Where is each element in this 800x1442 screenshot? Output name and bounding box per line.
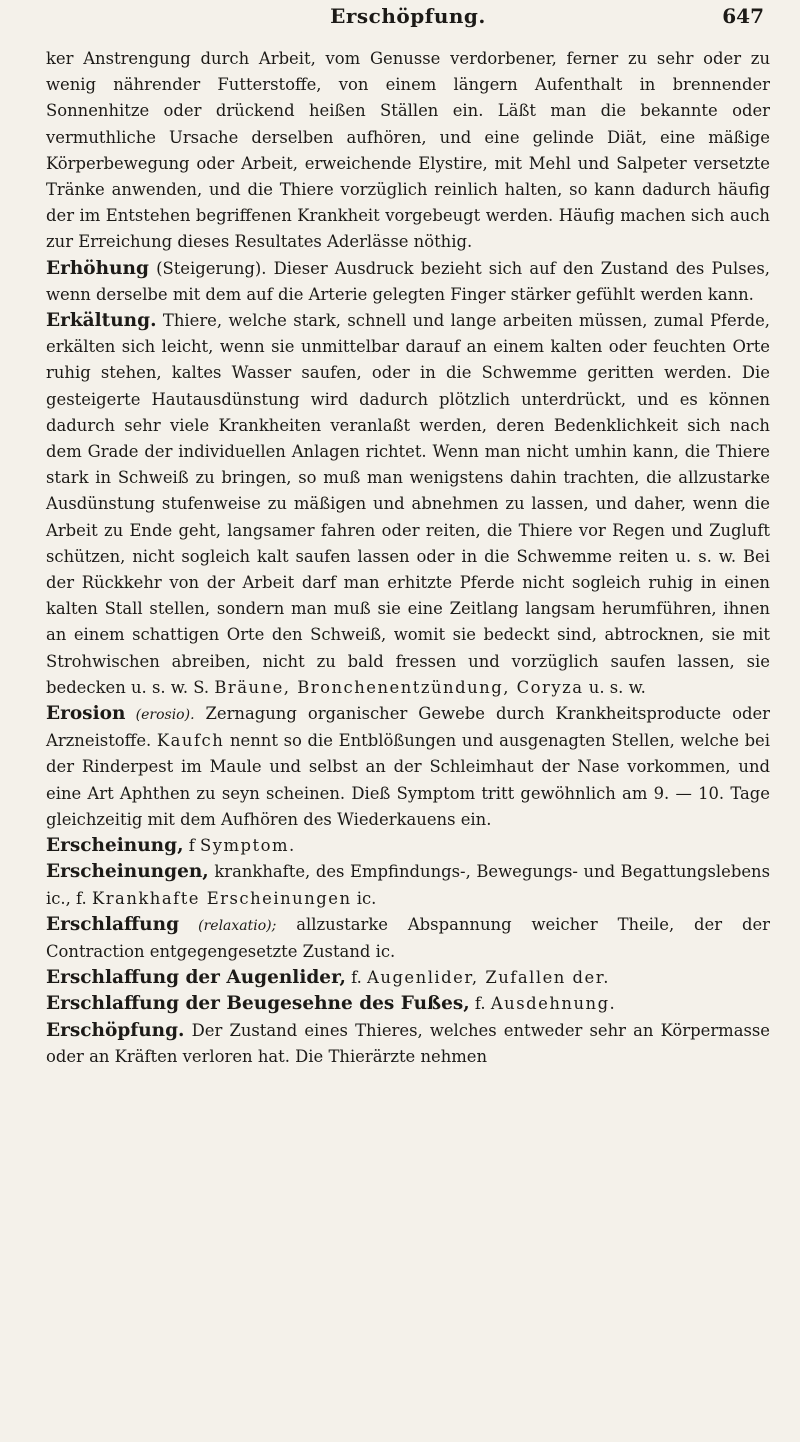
entry-term: Erschlaffung der Augenlider,	[46, 967, 346, 989]
entry-text: krankhafte, des Empfindungs-, Bewegungs- und Begattungslebens ic., f.	[46, 862, 770, 908]
entry-gloss: f	[183, 836, 201, 856]
entry-term: Erscheinung,	[46, 835, 184, 857]
entry-term: Erhöhung	[46, 257, 149, 279]
entry-text: Thiere, welche stark, schnell und lange arbeiten müssen, zumal Pferde, erkälten sich leicht, wenn sie unmittelbar darauf an einem kalten oder feuchten Orte ruhig stehen, kaltes Wasser saufen, oder in die Schwemme geritten werden. Die gesteigerte Hautausdünstung wird dadurch plötzlich unterdrückt, und es können dadurch sehr viele Krankheiten veranlaßt werden, deren Bedenklichkeit sich nach dem Grade der individuellen Anlagen richtet. Wenn man nicht umhin kann, die Thiere stark in Schweiß zu bringen, so muß man wenigstens dahin trachten, die allzustarke Ausdünstung stufenweise zu mäßigen und abnehmen zu lassen, und daher, wenn die Arbeit zu Ende geht, langsamer fahren oder reiten, die Thiere vor Regen und Zugluft schützen, nicht sogleich kalt saufen lassen oder in die Schwemme reiten u. s. w. Bei der Rückkehr von der Arbeit darf man erhitzte Pferde nicht sogleich ruhig in einen kalten Stall stellen, sondern man muß sie eine Zeitlang langsam herumführen, ihnen an einem schattigen Orte den Schweiß, womit sie bedeckt sind, abtrocknen, sie mit Strohwischen abreiben, nicht zu bald fressen und vorzüglich saufen lassen, sie bedecken u. s. w. S.	[46, 311, 770, 697]
entry-erkaeltung	[46, 308, 770, 701]
entry-text: f.	[345, 968, 368, 988]
entry-gloss: (relaxatio);	[179, 917, 277, 934]
entry-crossref[interactable]: Symptom.	[200, 836, 296, 856]
entry-text: Zernagung organischer Gewebe durch Krankheitsproducte oder Arzneistoffe.	[46, 704, 770, 751]
page-number: 647	[722, 4, 764, 28]
entry-text: allzustarke Abspannung weicher Theile, der der Contraction entgegengesetzte Zustand ic.	[46, 914, 770, 961]
entry-term: Erosion	[46, 703, 126, 725]
entry-author: Kaufch	[156, 731, 225, 751]
entry-term: Erschlaffung der Beugesehne des Fußes,	[46, 993, 470, 1015]
running-head: Erschöpfung.	[330, 4, 486, 28]
entry-gloss: (erosio).	[125, 707, 195, 724]
entry-erhoehung	[46, 256, 770, 308]
entry-erscheinung	[46, 833, 770, 859]
entry-term: Erschlaffung	[46, 913, 180, 935]
entry-erscheinungen	[46, 859, 770, 911]
entry-text: f.	[469, 994, 491, 1014]
entry-tail: ic.	[351, 888, 377, 908]
entry-term: Erscheinungen,	[46, 861, 209, 883]
entry-crossref[interactable]: Augenlider, Zufallen der.	[367, 968, 610, 988]
entry-term: Erschöpfung.	[46, 1019, 185, 1041]
entry-gloss: (Steigerung).	[148, 258, 267, 278]
entry-text: Der Zustand eines Thieres, welches entweder sehr an Körpermasse oder an Kräften verloren hat. Die Thierärzte nehmen	[46, 1020, 770, 1066]
header	[46, 0, 770, 46]
entry-tail: u. s. w.	[583, 677, 646, 697]
entry-crossref[interactable]: Bräune, Bronchenentzündung, Coryza	[214, 677, 584, 697]
paragraph-text: ker Anstrengung durch Arbeit, vom Genusse verdorbener, ferner zu sehr oder zu wenig nährender Futterstoffe, von einem längern Aufenthalt in brennender Sonnenhitze oder drückend heißen Ställen ein. Läßt man die bekannte oder vermuthliche Ursache derselben aufhören, und eine gelinde Diät, eine mäßige Körperbewegung oder Arbeit, erweichende Elystire, mit Mehl und Salpeter versetzte Tränke anwenden, und die Thiere vorzüglich reinlich halten, so kann dadurch häufig der im Entstehen begriffenen Krankheit vorgebeugt werden. Häufig machen sich auch zur Erreichung dieses Resultates Aderlässe nöthig.	[46, 49, 770, 252]
paragraph-continuation	[46, 46, 770, 256]
entry-erschlaffung	[46, 912, 770, 965]
entry-erschlaffung-beugesehne	[46, 991, 770, 1017]
entry-erschlaffung-augenlider	[46, 965, 770, 991]
entry-crossref[interactable]: Krankhafte Erscheinungen	[91, 888, 352, 908]
entry-tail: nennt so die Entblößungen und ausgenagten Stellen, welche bei der Rinderpest im Maule und selbst an der Schleimhaut der Nase vorkommen, und eine Art Aphthen zu seyn scheinen. Dieß Symptom tritt gewöhnlich am 9. — 10. Tage gleichzeitig mit dem Aufhören des Wiederkauens ein.	[46, 731, 771, 829]
entry-erosion	[46, 701, 770, 833]
entry-crossref[interactable]: Ausdehnung.	[490, 994, 617, 1014]
entry-text: Dieser Ausdruck bezieht sich auf den Zustand des Pulses, wenn derselbe mit dem auf die Arterie gelegten Finger stärker gefühlt werden kann.	[46, 258, 771, 304]
entry-term: Erkältung.	[46, 310, 157, 332]
entry-erschoepfung	[46, 1018, 770, 1070]
body-text	[46, 46, 770, 1070]
